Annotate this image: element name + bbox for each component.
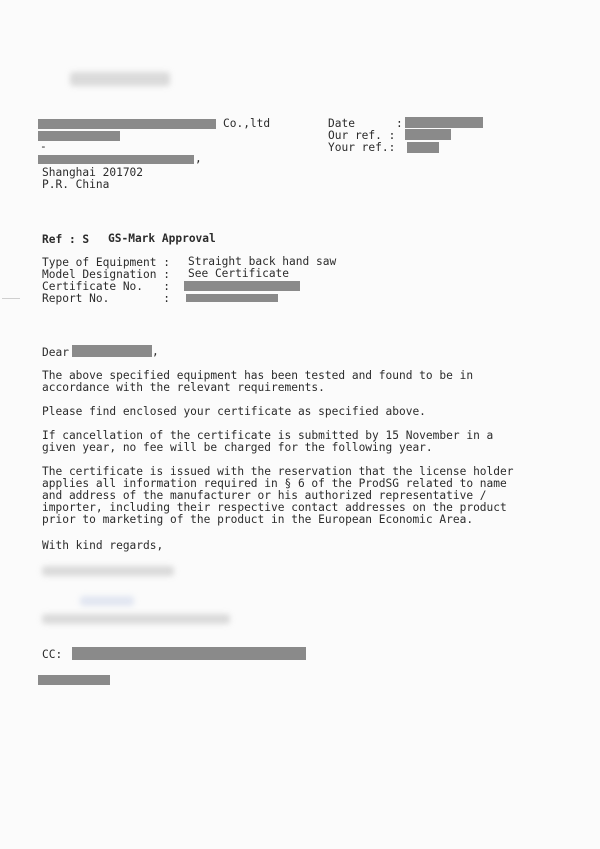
your-ref-label: Your ref.:	[328, 141, 396, 154]
redacted-address-line-2	[38, 155, 194, 164]
our-ref-label: Our ref. :	[328, 129, 396, 142]
redacted-report-number	[186, 294, 278, 302]
address-comma: ,	[195, 152, 202, 165]
type-value: Straight back hand saw	[188, 255, 337, 268]
paragraph-4-line-1: The certificate is issued with the reservation that the license holder	[42, 465, 514, 478]
date-colon: :	[396, 117, 403, 130]
redacted-our-ref	[405, 129, 451, 140]
report-label: Report No. :	[42, 292, 170, 305]
model-label: Model Designation :	[42, 268, 170, 281]
blurred-signature	[80, 596, 134, 606]
redacted-company-name	[38, 119, 216, 129]
closing: With kind regards,	[42, 539, 164, 552]
redacted-date	[405, 117, 483, 128]
certificate-label: Certificate No. :	[42, 280, 170, 293]
date-label: Date	[328, 117, 355, 130]
redacted-footer-line	[38, 675, 110, 685]
redacted-cc-recipient	[72, 647, 306, 660]
blurred-letterhead	[70, 72, 170, 86]
company-suffix: Co.,ltd	[223, 117, 271, 130]
salutation: Dear	[42, 346, 69, 359]
paragraph-4-line-5: prior to marketing of the product in the European Economic Area.	[42, 513, 474, 526]
address-country: P.R. China	[42, 178, 110, 191]
redacted-certificate-number	[184, 281, 300, 291]
redacted-your-ref	[407, 142, 439, 153]
salutation-comma: ,	[152, 345, 159, 358]
paragraph-3-line-2: given year, no fee will be charged for the following year.	[42, 441, 433, 454]
redacted-address-line-1	[38, 131, 120, 141]
paragraph-4-line-2: applies all information required in § 6 of the ProdSG related to name	[42, 477, 507, 490]
model-value: See Certificate	[188, 267, 290, 280]
blurred-signatory-name	[42, 566, 174, 576]
address-city: Shanghai 201702	[42, 166, 144, 179]
subject-ref-prefix: Ref : S	[42, 233, 90, 246]
subject-title: GS-Mark Approval	[108, 232, 216, 245]
paragraph-3-line-1: If cancellation of the certificate is submitted by 15 November in a	[42, 429, 494, 442]
paragraph-4-line-4: importer, including their respective contact addresses on the product	[42, 501, 507, 514]
paragraph-1-line-1: The above specified equipment has been tested and found to be in	[42, 369, 474, 382]
redacted-recipient-name	[72, 345, 152, 357]
blurred-signatory-title	[42, 614, 230, 624]
address-dash: -	[40, 140, 47, 153]
paragraph-2-line-1: Please find enclosed your certificate as specified above.	[42, 405, 426, 418]
paragraph-4-line-3: and address of the manufacturer or his authorized representative /	[42, 489, 487, 502]
cc-label: CC:	[42, 648, 63, 661]
paragraph-1-line-2: accordance with the relevant requirements.	[42, 381, 325, 394]
margin-mark	[2, 298, 20, 299]
type-label: Type of Equipment :	[42, 256, 170, 269]
